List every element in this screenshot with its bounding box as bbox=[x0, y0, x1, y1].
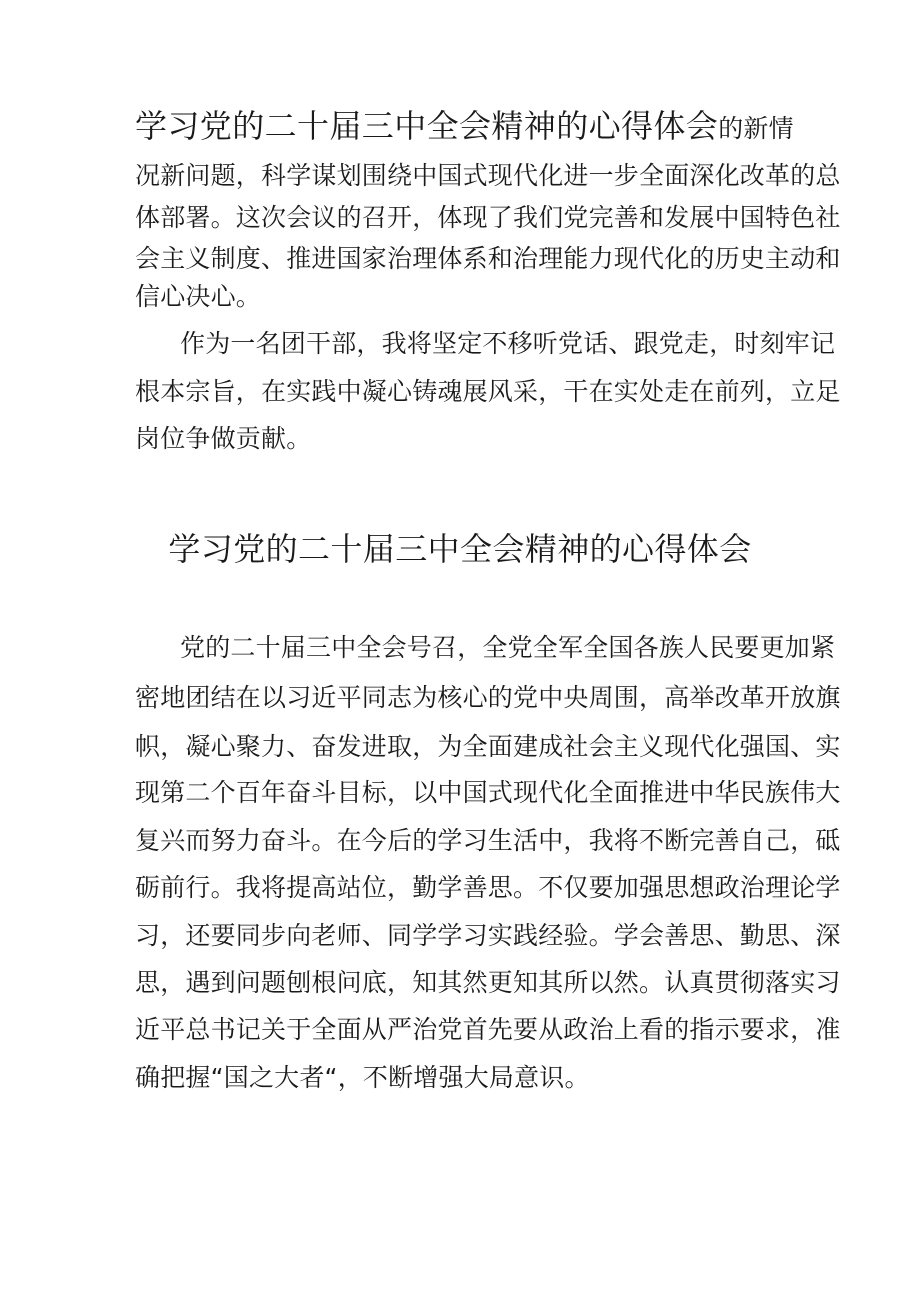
section1-line-1 bbox=[135, 109, 794, 146]
section1-para2-line-2: 根本宗旨，在实践中凝心铸魂展风采，干在实处走在前列，立足 bbox=[135, 377, 841, 406]
section1-para2-line-3: 岗位争做贡献。 bbox=[135, 424, 312, 453]
section1-para2-line-1: 作为一名团干部，我将坚定不移听党话、跟党走，时刻牢记 bbox=[180, 329, 836, 358]
section1-heading: 学习党的二十届三中全会精神的心得体会 bbox=[135, 107, 719, 145]
section2-line-2: 密地团结在以习近平同志为核心的党中央周围，高举改革开放旗 bbox=[135, 683, 841, 712]
section2-line-4: 现第二个百年奋斗目标，以中国式现代化全面推进中华民族伟大 bbox=[135, 778, 841, 807]
section1-line-2: 况新问题，科学谋划围绕中国式现代化进一步全面深化改革的总 bbox=[135, 161, 841, 190]
section1-line-5: 信心决心。 bbox=[135, 282, 262, 311]
section2-title: 学习党的二十届三中全会精神的心得体会 bbox=[168, 530, 752, 568]
section2-line-3: 帜，凝心聚力、奋发进取，为全面建成社会主义现代化强国、实 bbox=[135, 732, 841, 761]
section2-line-7: 习，还要同步向老师、同学学习实践经验。学会善思、勤思、深 bbox=[135, 921, 841, 950]
section2-line-8: 思，遇到问题刨根问底，知其然更知其所以然。认真贯彻落实习 bbox=[135, 968, 841, 997]
section1-line-1-tail: 的新情 bbox=[718, 114, 794, 143]
section2-line-9: 近平总书记关于全面从严治党首先要从政治上看的指示要求，准 bbox=[135, 1015, 841, 1044]
section1-line-3: 体部署。这次会议的召开，体现了我们党完善和发展中国特色社 bbox=[135, 203, 841, 232]
section2-line-1: 党的二十届三中全会号召，全党全军全国各族人民要更加紧 bbox=[180, 633, 836, 662]
section2-line-6: 砺前行。我将提高站位，勤学善思。不仅要加强思想政治理论学 bbox=[135, 873, 841, 902]
section1-line-4: 会主义制度、推进国家治理体系和治理能力现代化的历史主动和 bbox=[135, 244, 841, 273]
section2-line-5: 复兴而努力奋斗。在今后的学习生活中，我将不断完善自己，砥 bbox=[135, 826, 841, 855]
section2-line-10: 确把握“国之大者“，不断增强大局意识。 bbox=[135, 1063, 590, 1092]
